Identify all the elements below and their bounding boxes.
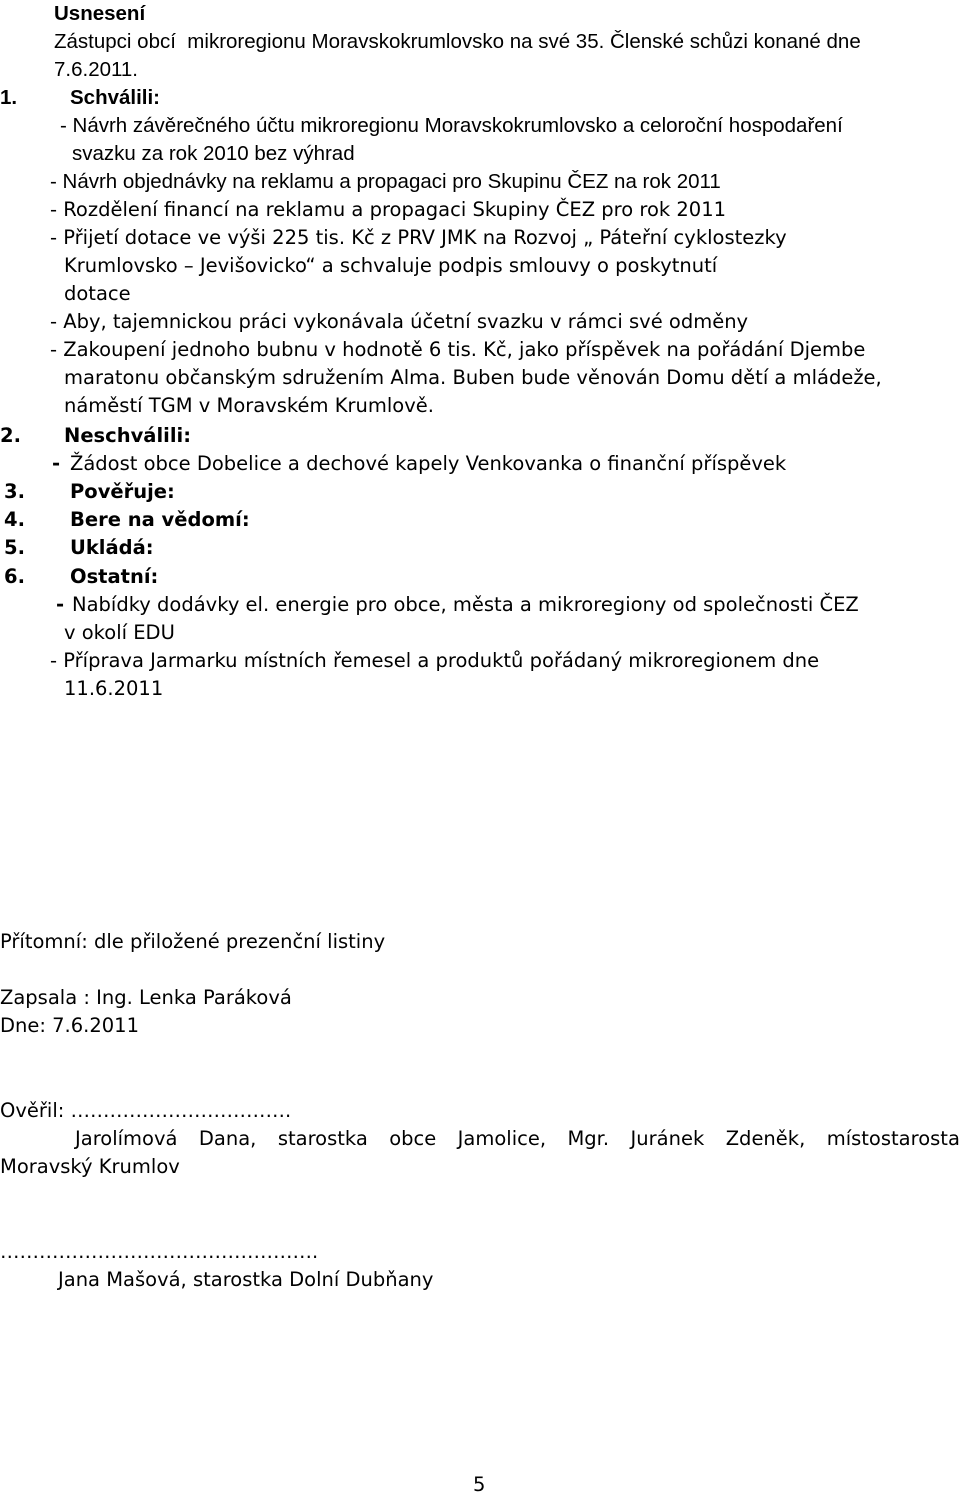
resolution-line: - Zakoupení jednoho bubnu v hodnotě 6 tis. Kč, jako příspěvek na pořádání Djembe (50, 338, 866, 361)
resolution-line: Nabídky dodávky el. energie pro obce, města a mikroregiony od společnosti ČEZ (72, 593, 859, 616)
section-heading: Pověřuje: (70, 480, 175, 503)
resolution-line: Žádost obce Dobelice a dechové kapely Venkovanka o finanční příspěvek (70, 452, 787, 475)
section-heading: Bere na vědomí: (70, 508, 250, 531)
verifier-word: Jamolice, (457, 1127, 547, 1150)
resolution-line: - Přijetí dotace ve výši 225 tis. Kč z PRV JMK na Rozvoj „ Páteřní cyklostezky (50, 226, 787, 249)
section-number: 1. (0, 86, 18, 109)
verifier-line-2: Moravský Krumlov (0, 1155, 180, 1178)
intro-line-1: Zástupci obcí mikroregionu Moravskokrumlovsko na své 35. Členské schůzi konané dne (54, 30, 861, 53)
verifier-word: Juránek (630, 1127, 705, 1150)
resolution-line: - Návrh objednávky na reklamu a propagaci pro Skupinu ČEZ na rok 2011 (50, 170, 721, 193)
verified-label: Ověřil: ……………………………. (0, 1099, 292, 1122)
section-number: 2. (0, 424, 21, 447)
resolution-line: v okolí EDU (64, 621, 175, 644)
bullet-dash: - (56, 593, 65, 616)
verifier-word: Jarolímová (75, 1127, 178, 1150)
resolution-line: - Příprava Jarmarku místních řemesel a produktů pořádaný mikroregionem dne (50, 649, 820, 672)
resolution-line: dotace (64, 282, 131, 305)
resolution-line: - Rozdělení financí na reklamu a propagaci Skupiny ČEZ pro rok 2011 (50, 198, 727, 221)
section-heading: Ostatní: (70, 565, 159, 588)
section-number: 4. (4, 508, 25, 531)
signature-dots: …………………………………………. (0, 1240, 319, 1263)
resolution-line: maratonu občanským sdružením Alma. Buben bude věnován Domu dětí a mládeže, (64, 366, 882, 389)
attendance-line: Přítomní: dle přiložené prezenční listiny (0, 930, 386, 953)
section-heading: Ukládá: (70, 536, 154, 559)
section-number: 6. (4, 565, 25, 588)
page-number: 5 (473, 1473, 486, 1496)
verifier-word: Dana, (198, 1127, 257, 1150)
intro-line-2: 7.6.2011. (54, 58, 138, 81)
verifier-word: místostarosta (826, 1127, 960, 1150)
date-line: Dne: 7.6.2011 (0, 1014, 139, 1037)
resolution-line: náměstí TGM v Moravském Krumlově. (64, 394, 434, 417)
resolution-line: 11.6.2011 (64, 677, 164, 700)
verifier-word: obce (389, 1127, 437, 1150)
verifier-word: Zdeněk, (725, 1127, 806, 1150)
section-number: 3. (4, 480, 25, 503)
resolution-line: - Aby, tajemnickou práci vykonávala účetní svazku v rámci své odměny (50, 310, 749, 333)
bullet-dash: - (52, 452, 61, 475)
recorded-by-line: Zapsala : Ing. Lenka Paráková (0, 986, 292, 1009)
verifier-word: starostka (277, 1127, 368, 1150)
resolution-line: Krumlovsko – Jevišovicko“ a schvaluje podpis smlouvy o poskytnutí (64, 254, 718, 277)
verifier-word: Mgr. (567, 1127, 610, 1150)
resolution-line: svazku za rok 2010 bez výhrad (72, 142, 355, 165)
section-heading: Schválili: (70, 86, 161, 109)
resolution-line: - Návrh závěrečného účtu mikroregionu Moravskokrumlovsko a celoroční hospodaření (60, 114, 843, 137)
section-number: 5. (4, 536, 25, 559)
section-heading: Neschválili: (64, 424, 191, 447)
verifier-line (0, 1125, 960, 1153)
signer-line: Jana Mašová, starostka Dolní Dubňany (58, 1268, 434, 1291)
document-title: Usnesení (54, 2, 146, 25)
